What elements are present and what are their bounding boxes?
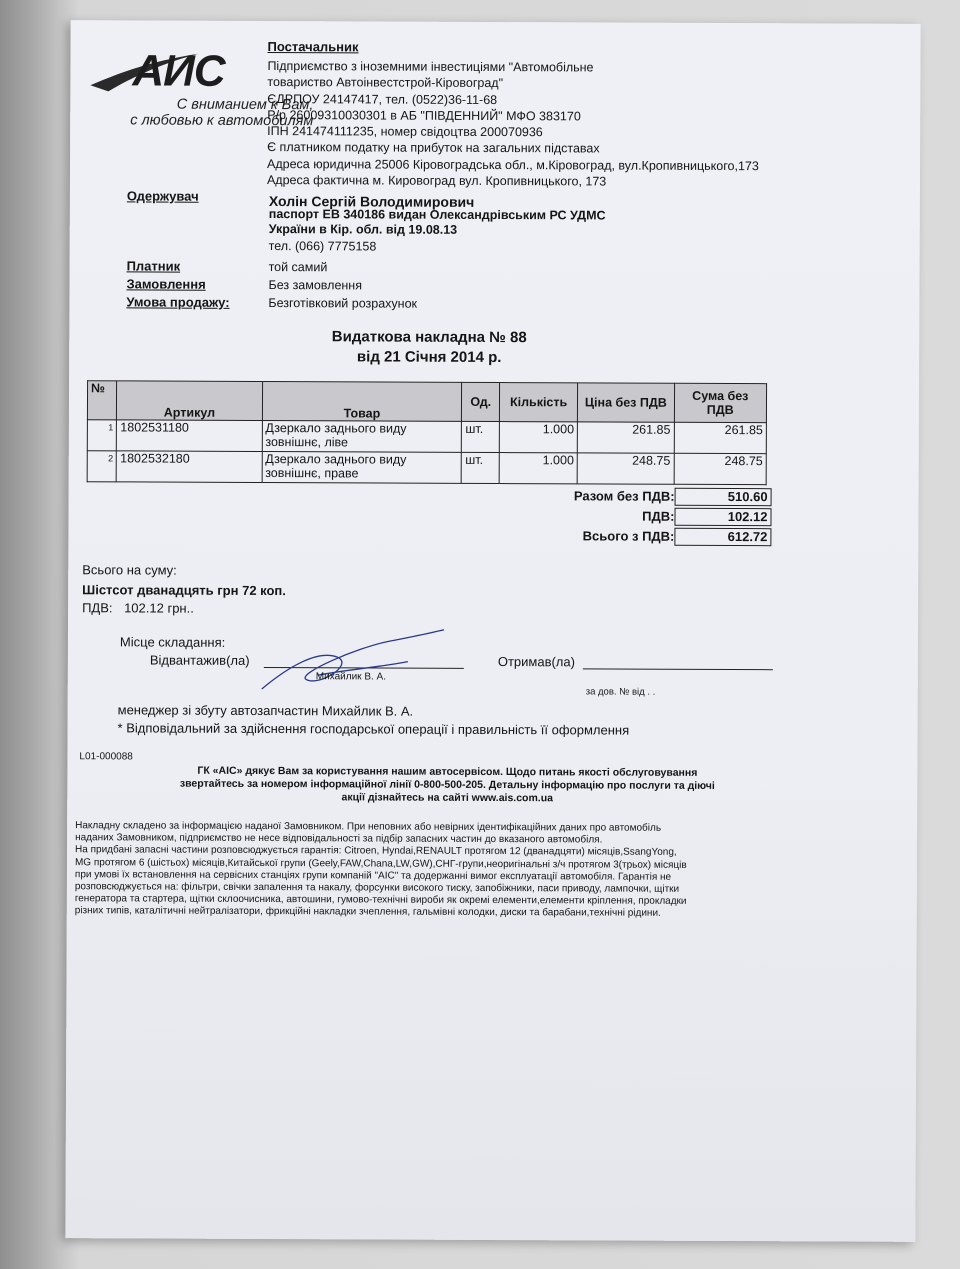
- row-price: 261.85: [577, 422, 674, 453]
- product-line-1: Дзеркало заднього виду: [265, 421, 407, 436]
- passport-line-2: України в Кір. обл. від 19.08.13: [268, 222, 458, 237]
- document-date: від 21 Січня 2014 р.: [356, 348, 502, 367]
- row-sum: 248.75: [674, 453, 767, 484]
- supplier-line: товариство Автоінвестстрой-Кіровоград": [267, 75, 504, 91]
- col-qty: Кількість: [499, 383, 577, 422]
- recipient-passport: [269, 207, 606, 238]
- row-unit: шт.: [462, 452, 500, 483]
- row-number: 1: [87, 420, 117, 451]
- col-num: №: [87, 381, 117, 420]
- supplier-details: [267, 58, 759, 191]
- col-product: Товар: [262, 381, 462, 421]
- total-label: Всього з ПДВ:: [582, 528, 675, 544]
- document-title: Видаткова накладна № 88: [331, 328, 527, 347]
- amount-words: Шістсот дванадцять грн 72 коп.: [82, 582, 286, 599]
- supplier-line: Підприємство з іноземними інвестиціями "Автомобільне: [267, 59, 594, 75]
- supplier-line: Р/р 26009310030301 в АБ "ПІВДЕННИЙ" МФО 383170: [267, 107, 581, 124]
- document-code: L01-000088: [79, 751, 133, 763]
- proxy-details: за дов. № від . .: [585, 686, 656, 698]
- row-article: 1802532180: [117, 451, 262, 483]
- row-article: 1802531180: [117, 420, 262, 452]
- supplier-line: Адреса юридична 25006 Кіровоградська обл., м.Кіровоград, вул.Кропивницького,173: [267, 156, 759, 173]
- amount-vat-label: ПДВ:: [82, 600, 113, 616]
- row-qty: 1.000: [499, 422, 577, 453]
- responsible-note: * Відповідальний за здійснення господарської операції і правильність її оформлення: [117, 720, 630, 738]
- table-row: [87, 420, 766, 454]
- row-unit: шт.: [462, 421, 500, 452]
- slogan-line-2: с любовью к автомобилям: [130, 112, 314, 130]
- row-qty: 1.000: [499, 453, 577, 484]
- shipped-name: Михайлик В. А.: [315, 671, 387, 683]
- ais-logo: АИС: [132, 46, 225, 96]
- vat-label: ПДВ:: [642, 508, 675, 524]
- table-header-row: [87, 381, 766, 423]
- manager-line: менеджер зі збуту автозапчастин Михайлик В. А.: [117, 702, 414, 719]
- received-signature-line: [583, 668, 773, 670]
- subtotal-label: Разом без ПДВ:: [573, 488, 675, 504]
- supplier-line: Адреса фактична м. Кировоград вул. Кропивницького, 173: [266, 173, 607, 189]
- passport-line-1: паспорт ЕВ 340186 видан Олександрівським РС УДМС: [268, 207, 606, 223]
- payer-label: Платник: [126, 258, 181, 274]
- product-line-1: Дзеркало заднього виду: [265, 452, 407, 467]
- amount-label: Всього на суму:: [82, 562, 177, 578]
- terms-value: Безготівковий розрахунок: [268, 296, 418, 311]
- fine-print: Накладну складено за інформацією наданої Замовником. При неповних або невірних ідентифікаційних даних про автомобіль наданих Замовником, підприємство не несе відповідальності за підбір запасних частин до вказаного автомобіля. На придбані запасні частини розповсюджується гарантія: Citroen, Hyndai,RENAULT протягом 12 (дванадцяти) місяців,SsangYong, MG протягом 6 (шістьох) місяців,Китайської групи (Geely,FAW,Chana,LW,GW),СНГ-групи,неоригінальні з/ч протягом 3(трьох) місяців при умові їх встановлення на сервісних станціях групи компаній "АІС" та додержанні вимог експлуатації автомобіля. Гарантія не розповсюджується на: фільтри, свічки запалення та накалу, форсунки високого тиску, запобіжники, паси приводу, лампочки, щітки генератора та стартера, щітки склоочисника, автошини, гумово-технічні вироби як окремі елементи,елементи кріплення, прокладки різних типів, каталітичні нейтралізатори, фрикційні накладки зчеплення, гальмівні колодки, диски та барабани,технічні рідини.: [74, 820, 687, 920]
- order-value: Без замовлення: [268, 278, 363, 293]
- supplier-line: Є платником податку на прибуток на загальних підставах: [267, 140, 600, 156]
- vat-value: 102.12: [674, 508, 771, 526]
- supplier-label: Постачальник: [267, 39, 359, 55]
- row-sum: 261.85: [674, 422, 767, 453]
- total-value: 612.72: [674, 528, 771, 546]
- col-price: Ціна без ПДВ: [578, 383, 675, 422]
- slogan-line-1: С вниманием к Вам,: [176, 96, 314, 114]
- order-label: Замовлення: [126, 276, 206, 292]
- terms-label: Умова продажу:: [126, 294, 230, 310]
- col-unit: Од.: [462, 382, 500, 421]
- product-line-2: зовнішнє, праве: [265, 466, 359, 481]
- place-label: Місце складання:: [119, 634, 226, 650]
- col-sum: Сума без ПДВ: [674, 383, 767, 422]
- recipient-name: Холін Сергій Володимирович: [268, 193, 475, 210]
- recipient-phone: тел. (066) 7775158: [268, 239, 377, 254]
- items-table: [87, 380, 767, 485]
- supplier-line: ЄДРПОУ 24147417, тел. (0522)36-11-68: [267, 91, 498, 107]
- row-product: [262, 451, 462, 483]
- payer-value: той самий: [268, 260, 328, 275]
- received-label: Отримав(ла): [497, 654, 576, 670]
- supplier-line: ІПН 241474111235, номер свідоцтва 200070936: [267, 124, 543, 140]
- subtotal-value: 510.60: [675, 488, 772, 506]
- product-line-2: зовнішнє, ліве: [265, 435, 349, 450]
- handwritten-signature-icon: [258, 627, 458, 694]
- row-product: [262, 420, 462, 452]
- table-row: [87, 451, 766, 485]
- recipient-label: Одержувач: [126, 188, 199, 204]
- amount-vat-words: 102.12 грн..: [124, 600, 194, 616]
- col-article: Артикул: [117, 381, 262, 421]
- shipped-label: Відвантажив(ла): [149, 652, 250, 668]
- thanks-message: ГК «АІС» дякує Вам за користування нашим автосервісом. Щодо питань якості обслуговування звертайтесь за номером інформаційної лінії 0-800-500-205. Детальну інформацію про послуги та діючі акції дізнайтесь на сайті www.ais.com.ua: [179, 764, 715, 805]
- row-number: 2: [87, 451, 117, 482]
- invoice-sheet: [65, 20, 920, 1242]
- row-price: 248.75: [577, 453, 674, 484]
